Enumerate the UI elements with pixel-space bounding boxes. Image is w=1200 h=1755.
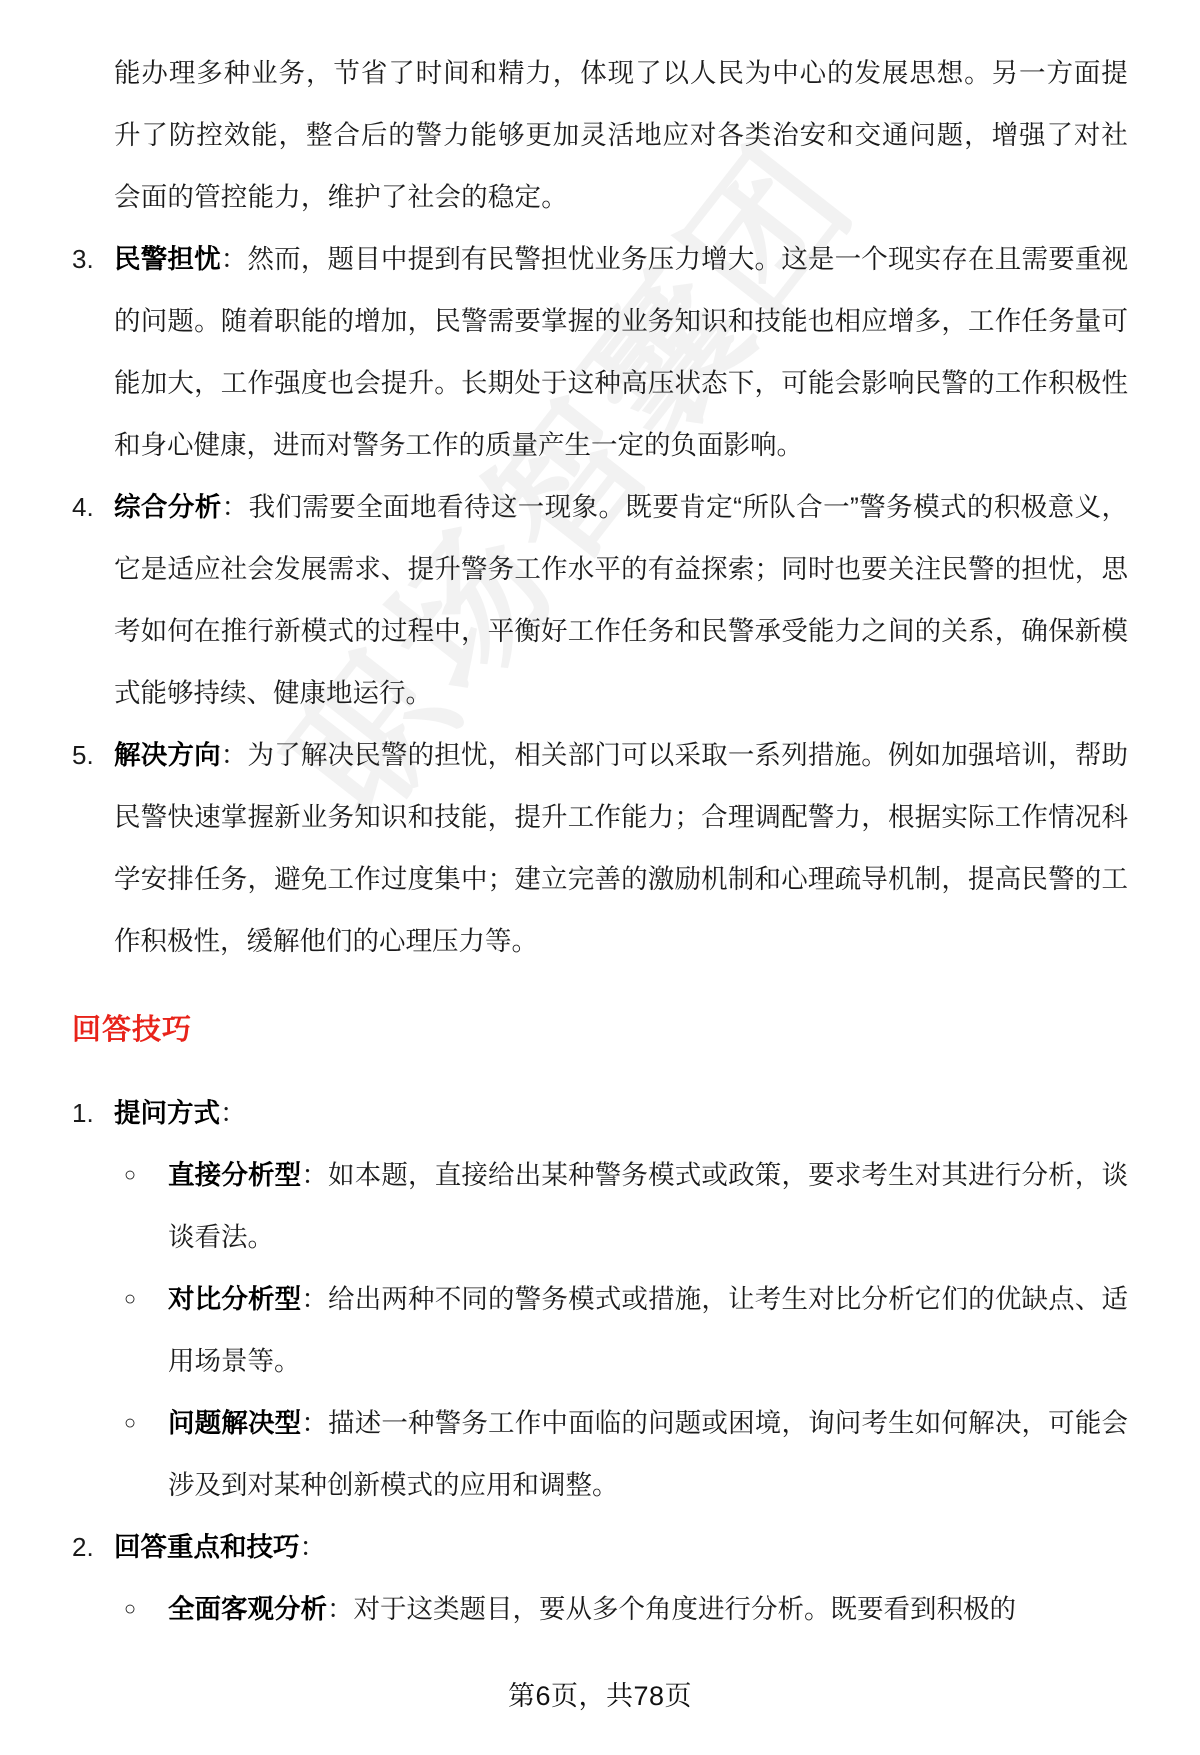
- tips-section-heading: 回答技巧: [72, 1014, 193, 1046]
- item-lead: 解决方向: [114, 740, 221, 770]
- subitem-lead: 问题解决型: [168, 1408, 302, 1438]
- subitem-body: ：描述一种警务工作中面临的问题或困境，询问考生如何解决，可能会涉及到对某种创新模式的应用和调整。: [168, 1408, 1129, 1500]
- subitem-body: ：如本题，直接给出某种警务模式或政策，要求考生对其进行分析，谈谈看法。: [168, 1160, 1129, 1252]
- circle-bullet-icon: ○: [124, 1598, 137, 1620]
- tips-list-continued: [72, 1516, 1128, 1578]
- list-item: [116, 1144, 1128, 1268]
- subitem-body: ：对于这类题目，要从多个角度进行分析。既要看到积极的: [327, 1594, 1016, 1624]
- list-item: [72, 228, 1128, 476]
- item-lead: 民警担忧: [114, 244, 221, 274]
- list-item: [72, 1516, 1128, 1578]
- circle-bullet-icon: ○: [124, 1288, 137, 1310]
- list-item: [116, 1578, 1128, 1640]
- answer-focus-sublist: [72, 1578, 1128, 1640]
- question-type-sublist: [72, 1144, 1128, 1516]
- subitem-lead: 全面客观分析: [168, 1594, 327, 1624]
- list-item: [116, 1268, 1128, 1392]
- list-marker: 5.: [72, 740, 94, 770]
- subitem-lead: 对比分析型: [168, 1284, 302, 1314]
- circle-bullet-icon: ○: [124, 1412, 137, 1434]
- list-item: [72, 1082, 1128, 1144]
- list-marker: 3.: [72, 244, 94, 274]
- continuation-paragraph: 能办理多种业务，节省了时间和精力，体现了以人民为中心的发展思想。另一方面提升了防控效能，整合后的警力能够更加灵活地应对各类治安和交通问题，增强了对社会面的管控能力，维护了社会的稳定。: [114, 58, 1128, 212]
- list-item: [72, 476, 1128, 724]
- subitem-body: ：给出两种不同的警务模式或措施，让考生对比分析它们的优缺点、适用场景等。: [168, 1284, 1129, 1376]
- item-lead: 综合分析: [114, 492, 222, 522]
- list-item: [116, 1392, 1128, 1516]
- item-body: ：: [220, 1098, 247, 1128]
- list-marker: 1.: [72, 1098, 94, 1128]
- subitem-lead: 直接分析型: [168, 1160, 302, 1190]
- item-body: ：为了解决民警的担忧，相关部门可以采取一系列措施。例如加强培训，帮助民警快速掌握新业务知识和技能，提升工作能力；合理调配警力，根据实际工作情况科学安排任务，避免工作过度集中；建立完善的激励机制和心理疏导机制，提高民警的工作积极性，缓解他们的心理压力等。: [114, 740, 1129, 956]
- item-body: ：我们需要全面地看待这一现象。既要肯定“所队合一”警务模式的积极意义，它是适应社会发展需求、提升警务工作水平的有益探索；同时也要关注民警的担忧，思考如何在推行新模式的过程中，平衡好工作任务和民警承受能力之间的关系，确保新模式能够持续、健康地运行。: [114, 492, 1128, 708]
- analysis-list: [72, 228, 1128, 972]
- item-lead: 回答重点和技巧: [114, 1532, 300, 1562]
- tips-list: [72, 1082, 1128, 1144]
- item-body: ：然而，题目中提到有民警担忧业务压力增大。这是一个现实存在且需要重视的问题。随着职能的增加，民警需要掌握的业务知识和技能也相应增多，工作任务量可能加大，工作强度也会提升。长期处于这种高压状态下，可能会影响民警的工作积极性和身心健康，进而对警务工作的质量产生一定的负面影响。: [114, 244, 1129, 460]
- list-marker: 2.: [72, 1532, 94, 1562]
- list-marker: 4.: [72, 492, 94, 522]
- item-body: ：: [299, 1532, 326, 1562]
- circle-bullet-icon: ○: [124, 1164, 137, 1186]
- item-lead: 提问方式: [114, 1098, 220, 1128]
- page-footer: 第6页，共78页: [507, 1681, 693, 1711]
- list-item: [72, 724, 1128, 972]
